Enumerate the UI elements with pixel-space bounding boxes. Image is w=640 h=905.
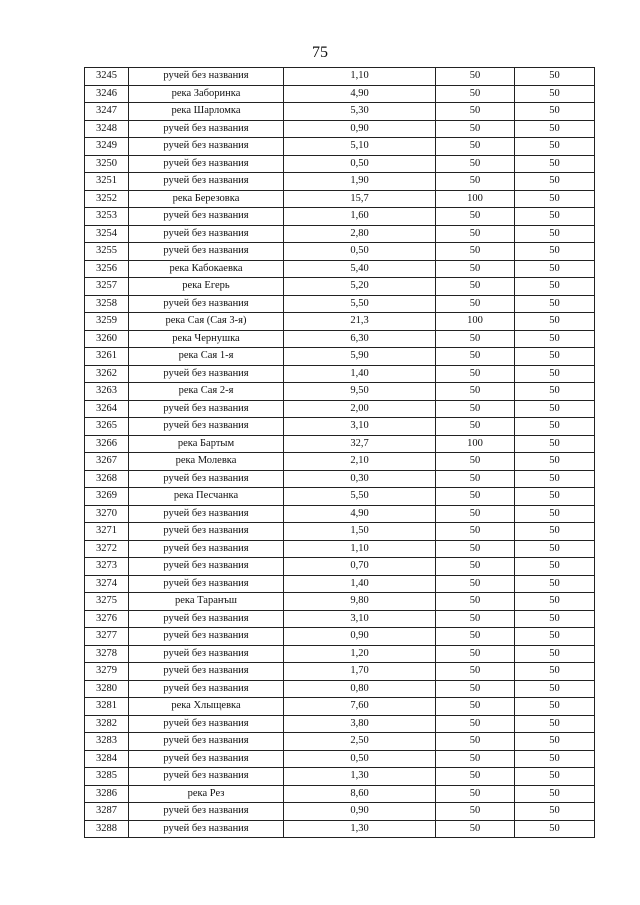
coastal-strip-cell: 50 <box>515 803 595 821</box>
water-body-name-cell: река Песчанка <box>129 488 284 506</box>
water-body-name-cell: ручей без названия <box>129 208 284 226</box>
row-number-cell: 3270 <box>85 505 129 523</box>
protection-zone-cell: 50 <box>436 540 515 558</box>
table-row <box>85 85 595 103</box>
table-row <box>85 208 595 226</box>
table-row <box>85 540 595 558</box>
water-body-name-cell: ручей без названия <box>129 540 284 558</box>
water-body-name-cell: ручей без названия <box>129 715 284 733</box>
coastal-strip-cell: 50 <box>515 698 595 716</box>
coastal-strip-cell: 50 <box>515 155 595 173</box>
row-number-cell: 3266 <box>85 435 129 453</box>
protection-zone-cell: 50 <box>436 645 515 663</box>
table-row <box>85 330 595 348</box>
length-cell: 1,70 <box>284 663 436 681</box>
protection-zone-cell: 50 <box>436 418 515 436</box>
coastal-strip-cell: 50 <box>515 383 595 401</box>
water-body-name-cell: ручей без названия <box>129 733 284 751</box>
coastal-strip-cell: 50 <box>515 453 595 471</box>
coastal-strip-cell: 50 <box>515 715 595 733</box>
water-body-name-cell: ручей без названия <box>129 365 284 383</box>
length-cell: 0,30 <box>284 470 436 488</box>
protection-zone-cell: 50 <box>436 680 515 698</box>
row-number-cell: 3286 <box>85 785 129 803</box>
table-row <box>85 313 595 331</box>
row-number-cell: 3245 <box>85 68 129 86</box>
length-cell: 2,80 <box>284 225 436 243</box>
coastal-strip-cell: 50 <box>515 750 595 768</box>
length-cell: 0,90 <box>284 803 436 821</box>
water-body-name-cell: река Бартым <box>129 435 284 453</box>
table-row <box>85 750 595 768</box>
row-number-cell: 3277 <box>85 628 129 646</box>
coastal-strip-cell: 50 <box>515 400 595 418</box>
length-cell: 3,10 <box>284 418 436 436</box>
length-cell: 0,90 <box>284 628 436 646</box>
water-body-name-cell: ручей без названия <box>129 645 284 663</box>
coastal-strip-cell: 50 <box>515 575 595 593</box>
water-body-name-cell: река Сая (Сая 3-я) <box>129 313 284 331</box>
protection-zone-cell: 50 <box>436 785 515 803</box>
water-body-name-cell: река Сая 2-я <box>129 383 284 401</box>
table-row <box>85 383 595 401</box>
length-cell: 2,50 <box>284 733 436 751</box>
row-number-cell: 3254 <box>85 225 129 243</box>
row-number-cell: 3282 <box>85 715 129 733</box>
table-row <box>85 418 595 436</box>
row-number-cell: 3259 <box>85 313 129 331</box>
coastal-strip-cell: 50 <box>515 505 595 523</box>
protection-zone-cell: 50 <box>436 558 515 576</box>
water-body-name-cell: река Рез <box>129 785 284 803</box>
coastal-strip-cell: 50 <box>515 488 595 506</box>
coastal-strip-cell: 50 <box>515 680 595 698</box>
protection-zone-cell: 50 <box>436 663 515 681</box>
coastal-strip-cell: 50 <box>515 120 595 138</box>
coastal-strip-cell: 50 <box>515 330 595 348</box>
coastal-strip-cell: 50 <box>515 435 595 453</box>
length-cell: 1,50 <box>284 523 436 541</box>
table-row <box>85 470 595 488</box>
protection-zone-cell: 50 <box>436 400 515 418</box>
table-row <box>85 278 595 296</box>
row-number-cell: 3275 <box>85 593 129 611</box>
table-row <box>85 243 595 261</box>
coastal-strip-cell: 50 <box>515 785 595 803</box>
page-number: 75 <box>312 44 328 61</box>
row-number-cell: 3269 <box>85 488 129 506</box>
table-row <box>85 435 595 453</box>
water-body-name-cell: река Березовка <box>129 190 284 208</box>
protection-zone-cell: 50 <box>436 715 515 733</box>
coastal-strip-cell: 50 <box>515 190 595 208</box>
protection-zone-cell: 50 <box>436 138 515 156</box>
protection-zone-cell: 50 <box>436 260 515 278</box>
row-number-cell: 3284 <box>85 750 129 768</box>
protection-zone-cell: 50 <box>436 523 515 541</box>
protection-zone-cell: 50 <box>436 505 515 523</box>
table-row <box>85 698 595 716</box>
water-body-name-cell: ручей без названия <box>129 558 284 576</box>
protection-zone-cell: 50 <box>436 453 515 471</box>
protection-zone-cell: 50 <box>436 85 515 103</box>
protection-zone-cell: 50 <box>436 610 515 628</box>
row-number-cell: 3251 <box>85 173 129 191</box>
length-cell: 4,90 <box>284 505 436 523</box>
table-row <box>85 785 595 803</box>
protection-zone-cell: 50 <box>436 470 515 488</box>
coastal-strip-cell: 50 <box>515 278 595 296</box>
row-number-cell: 3280 <box>85 680 129 698</box>
coastal-strip-cell: 50 <box>515 173 595 191</box>
water-body-name-cell: ручей без названия <box>129 68 284 86</box>
row-number-cell: 3278 <box>85 645 129 663</box>
water-body-name-cell: река Сая 1-я <box>129 348 284 366</box>
protection-zone-cell: 100 <box>436 435 515 453</box>
water-body-name-cell: ручей без названия <box>129 803 284 821</box>
protection-zone-cell: 50 <box>436 820 515 838</box>
water-body-name-cell: река Молевка <box>129 453 284 471</box>
length-cell: 5,40 <box>284 260 436 278</box>
table-body <box>85 68 595 838</box>
row-number-cell: 3247 <box>85 103 129 121</box>
protection-zone-cell: 50 <box>436 68 515 86</box>
length-cell: 1,90 <box>284 173 436 191</box>
row-number-cell: 3274 <box>85 575 129 593</box>
water-body-name-cell: ручей без названия <box>129 295 284 313</box>
length-cell: 0,80 <box>284 680 436 698</box>
length-cell: 0,70 <box>284 558 436 576</box>
coastal-strip-cell: 50 <box>515 243 595 261</box>
length-cell: 21,3 <box>284 313 436 331</box>
row-number-cell: 3272 <box>85 540 129 558</box>
table-row <box>85 610 595 628</box>
water-body-name-cell: ручей без названия <box>129 418 284 436</box>
table-row <box>85 803 595 821</box>
protection-zone-cell: 50 <box>436 348 515 366</box>
coastal-strip-cell: 50 <box>515 820 595 838</box>
protection-zone-cell: 50 <box>436 365 515 383</box>
row-number-cell: 3256 <box>85 260 129 278</box>
length-cell: 5,10 <box>284 138 436 156</box>
row-number-cell: 3276 <box>85 610 129 628</box>
water-body-name-cell: ручей без названия <box>129 470 284 488</box>
row-number-cell: 3287 <box>85 803 129 821</box>
coastal-strip-cell: 50 <box>515 260 595 278</box>
water-body-name-cell: река Таранъш <box>129 593 284 611</box>
protection-zone-cell: 50 <box>436 803 515 821</box>
protection-zone-cell: 50 <box>436 698 515 716</box>
water-body-name-cell: река Шарломка <box>129 103 284 121</box>
coastal-strip-cell: 50 <box>515 348 595 366</box>
water-body-name-cell: река Заборинка <box>129 85 284 103</box>
water-body-name-cell: ручей без названия <box>129 120 284 138</box>
length-cell: 4,90 <box>284 85 436 103</box>
coastal-strip-cell: 50 <box>515 558 595 576</box>
length-cell: 2,10 <box>284 453 436 471</box>
table-row <box>85 820 595 838</box>
coastal-strip-cell: 50 <box>515 540 595 558</box>
coastal-strip-cell: 50 <box>515 85 595 103</box>
row-number-cell: 3283 <box>85 733 129 751</box>
length-cell: 0,50 <box>284 750 436 768</box>
protection-zone-cell: 100 <box>436 190 515 208</box>
row-number-cell: 3257 <box>85 278 129 296</box>
length-cell: 0,50 <box>284 243 436 261</box>
length-cell: 15,7 <box>284 190 436 208</box>
coastal-strip-cell: 50 <box>515 663 595 681</box>
table-row <box>85 558 595 576</box>
row-number-cell: 3253 <box>85 208 129 226</box>
length-cell: 2,00 <box>284 400 436 418</box>
protection-zone-cell: 50 <box>436 768 515 786</box>
water-body-name-cell: ручей без названия <box>129 523 284 541</box>
row-number-cell: 3268 <box>85 470 129 488</box>
coastal-strip-cell: 50 <box>515 733 595 751</box>
water-body-name-cell: ручей без названия <box>129 820 284 838</box>
coastal-strip-cell: 50 <box>515 313 595 331</box>
table-row <box>85 488 595 506</box>
length-cell: 1,10 <box>284 68 436 86</box>
row-number-cell: 3258 <box>85 295 129 313</box>
length-cell: 6,30 <box>284 330 436 348</box>
water-body-name-cell: ручей без названия <box>129 575 284 593</box>
table-row <box>85 173 595 191</box>
protection-zone-cell: 50 <box>436 208 515 226</box>
coastal-strip-cell: 50 <box>515 523 595 541</box>
protection-zone-cell: 50 <box>436 628 515 646</box>
water-body-name-cell: река Егерь <box>129 278 284 296</box>
water-body-name-cell: ручей без названия <box>129 400 284 418</box>
water-body-name-cell: ручей без названия <box>129 225 284 243</box>
coastal-strip-cell: 50 <box>515 138 595 156</box>
protection-zone-cell: 100 <box>436 313 515 331</box>
length-cell: 8,60 <box>284 785 436 803</box>
protection-zone-cell: 50 <box>436 383 515 401</box>
coastal-strip-cell: 50 <box>515 418 595 436</box>
length-cell: 1,10 <box>284 540 436 558</box>
row-number-cell: 3263 <box>85 383 129 401</box>
water-body-name-cell: река Чернушка <box>129 330 284 348</box>
row-number-cell: 3262 <box>85 365 129 383</box>
table-row <box>85 155 595 173</box>
length-cell: 1,30 <box>284 820 436 838</box>
coastal-strip-cell: 50 <box>515 225 595 243</box>
table-row <box>85 453 595 471</box>
protection-zone-cell: 50 <box>436 278 515 296</box>
table-row <box>85 138 595 156</box>
coastal-strip-cell: 50 <box>515 768 595 786</box>
water-body-name-cell: ручей без названия <box>129 768 284 786</box>
coastal-strip-cell: 50 <box>515 628 595 646</box>
protection-zone-cell: 50 <box>436 733 515 751</box>
row-number-cell: 3288 <box>85 820 129 838</box>
protection-zone-cell: 50 <box>436 750 515 768</box>
water-body-name-cell: ручей без названия <box>129 505 284 523</box>
row-number-cell: 3261 <box>85 348 129 366</box>
coastal-strip-cell: 50 <box>515 470 595 488</box>
water-bodies-table <box>84 67 595 838</box>
row-number-cell: 3250 <box>85 155 129 173</box>
coastal-strip-cell: 50 <box>515 103 595 121</box>
water-body-name-cell: ручей без названия <box>129 628 284 646</box>
table-row <box>85 645 595 663</box>
length-cell: 0,50 <box>284 155 436 173</box>
protection-zone-cell: 50 <box>436 488 515 506</box>
table-row <box>85 680 595 698</box>
length-cell: 5,50 <box>284 295 436 313</box>
protection-zone-cell: 50 <box>436 593 515 611</box>
row-number-cell: 3267 <box>85 453 129 471</box>
protection-zone-cell: 50 <box>436 243 515 261</box>
row-number-cell: 3260 <box>85 330 129 348</box>
water-body-name-cell: ручей без названия <box>129 663 284 681</box>
protection-zone-cell: 50 <box>436 120 515 138</box>
protection-zone-cell: 50 <box>436 155 515 173</box>
length-cell: 1,40 <box>284 365 436 383</box>
water-body-name-cell: ручей без названия <box>129 610 284 628</box>
length-cell: 32,7 <box>284 435 436 453</box>
protection-zone-cell: 50 <box>436 225 515 243</box>
table-row <box>85 523 595 541</box>
length-cell: 1,30 <box>284 768 436 786</box>
water-body-name-cell: река Хлыщевка <box>129 698 284 716</box>
coastal-strip-cell: 50 <box>515 295 595 313</box>
table-row <box>85 663 595 681</box>
table-row <box>85 365 595 383</box>
table-row <box>85 225 595 243</box>
row-number-cell: 3246 <box>85 85 129 103</box>
coastal-strip-cell: 50 <box>515 593 595 611</box>
length-cell: 5,90 <box>284 348 436 366</box>
table-row <box>85 628 595 646</box>
row-number-cell: 3249 <box>85 138 129 156</box>
table-row <box>85 733 595 751</box>
water-body-name-cell: ручей без названия <box>129 680 284 698</box>
table-row <box>85 505 595 523</box>
row-number-cell: 3285 <box>85 768 129 786</box>
coastal-strip-cell: 50 <box>515 645 595 663</box>
length-cell: 5,30 <box>284 103 436 121</box>
protection-zone-cell: 50 <box>436 103 515 121</box>
water-body-name-cell: ручей без названия <box>129 750 284 768</box>
table-row <box>85 295 595 313</box>
length-cell: 7,60 <box>284 698 436 716</box>
row-number-cell: 3281 <box>85 698 129 716</box>
water-body-name-cell: ручей без названия <box>129 243 284 261</box>
table-row <box>85 68 595 86</box>
length-cell: 1,40 <box>284 575 436 593</box>
table-row <box>85 575 595 593</box>
length-cell: 3,10 <box>284 610 436 628</box>
row-number-cell: 3255 <box>85 243 129 261</box>
row-number-cell: 3248 <box>85 120 129 138</box>
coastal-strip-cell: 50 <box>515 68 595 86</box>
table-row <box>85 348 595 366</box>
table-row <box>85 715 595 733</box>
coastal-strip-cell: 50 <box>515 208 595 226</box>
coastal-strip-cell: 50 <box>515 365 595 383</box>
table-row <box>85 593 595 611</box>
length-cell: 1,60 <box>284 208 436 226</box>
protection-zone-cell: 50 <box>436 330 515 348</box>
protection-zone-cell: 50 <box>436 173 515 191</box>
length-cell: 5,50 <box>284 488 436 506</box>
row-number-cell: 3271 <box>85 523 129 541</box>
table-row <box>85 400 595 418</box>
protection-zone-cell: 50 <box>436 295 515 313</box>
length-cell: 0,90 <box>284 120 436 138</box>
water-body-name-cell: ручей без названия <box>129 138 284 156</box>
protection-zone-cell: 50 <box>436 575 515 593</box>
table-row <box>85 120 595 138</box>
length-cell: 9,50 <box>284 383 436 401</box>
row-number-cell: 3264 <box>85 400 129 418</box>
row-number-cell: 3252 <box>85 190 129 208</box>
row-number-cell: 3273 <box>85 558 129 576</box>
table-row <box>85 260 595 278</box>
length-cell: 9,80 <box>284 593 436 611</box>
table-row <box>85 103 595 121</box>
water-body-name-cell: ручей без названия <box>129 155 284 173</box>
row-number-cell: 3279 <box>85 663 129 681</box>
table-row <box>85 190 595 208</box>
table-row <box>85 768 595 786</box>
water-body-name-cell: ручей без названия <box>129 173 284 191</box>
row-number-cell: 3265 <box>85 418 129 436</box>
water-body-name-cell: река Кабокаевка <box>129 260 284 278</box>
length-cell: 3,80 <box>284 715 436 733</box>
length-cell: 5,20 <box>284 278 436 296</box>
coastal-strip-cell: 50 <box>515 610 595 628</box>
length-cell: 1,20 <box>284 645 436 663</box>
